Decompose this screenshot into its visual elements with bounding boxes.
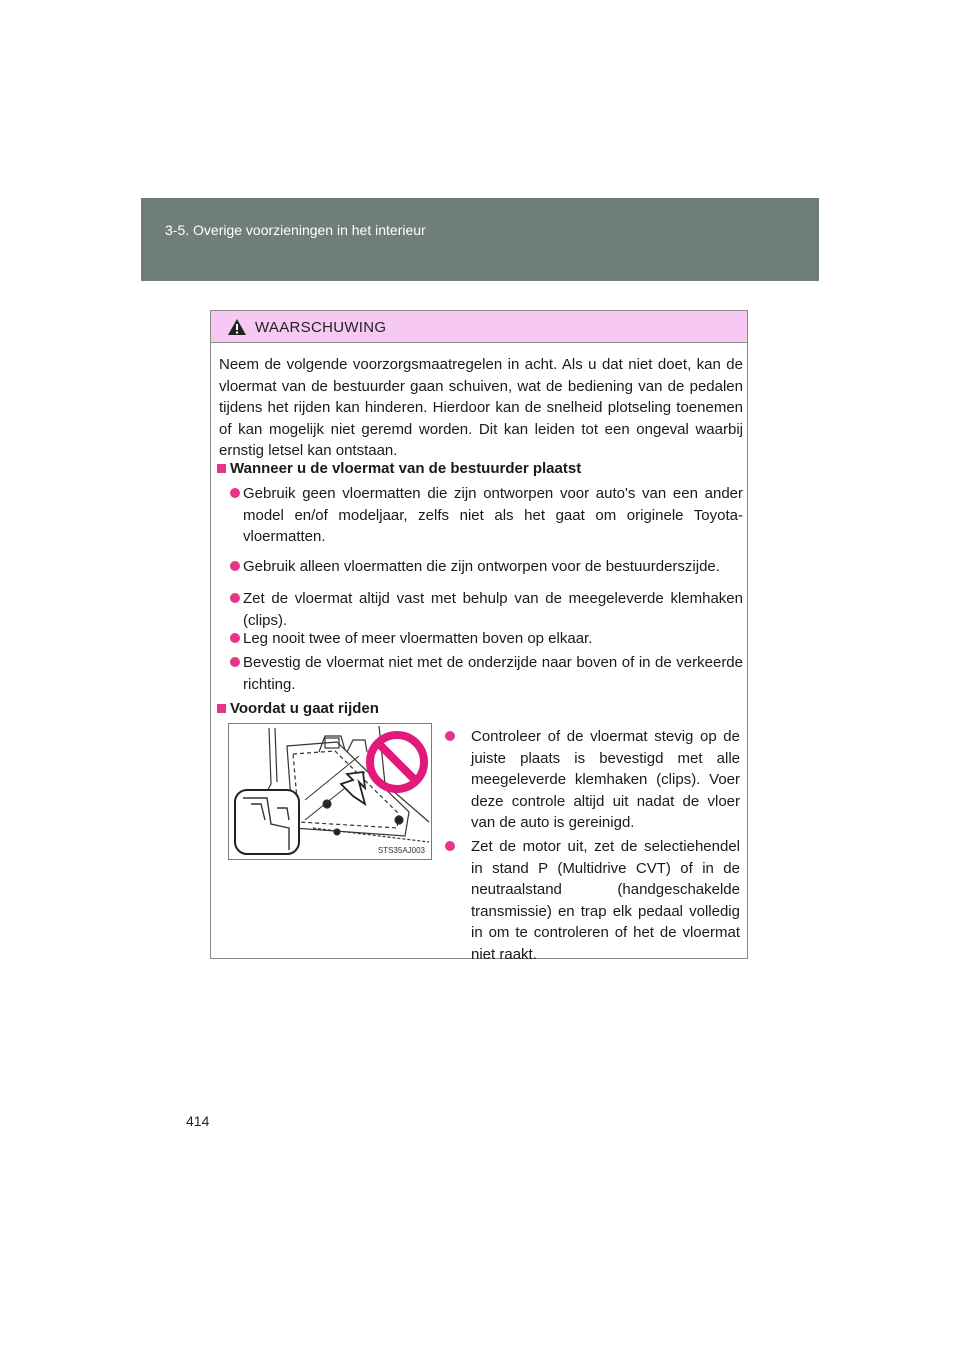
bullet-dot [230, 561, 240, 571]
section-title: 3-5. Overige voorzieningen in het interieur [165, 222, 426, 238]
bullet-text: Gebruik alleen vloermatten die zijn ontworpen voor de bestuurderszijde. [243, 558, 720, 575]
bullet-dot [445, 841, 455, 851]
warning-intro: Neem de volgende voorzorgsmaatregelen in acht. Als u dat niet doet, kan de vloermat van de bestuurder gaan schuiven, wat de bediening van de pedalen tijdens het rijden kan hinderen. Hierdoor kan de snelheid plotseling toenemen of kan mogelijk niet geremd worden. Dit kan leiden tot een ongeval waarbij ernstig letsel kan ontstaan. [219, 356, 743, 459]
warning-title: WAARSCHUWING [255, 319, 387, 336]
floor-mat-illustration [228, 723, 432, 860]
bullet-text: Zet de vloermat altijd vast met behulp van de meegeleverde klemhaken (clips). [243, 590, 743, 629]
bullet-dot [230, 488, 240, 498]
section-heading-placement: Wanneer u de vloermat van de bestuurder plaatst [230, 460, 582, 477]
bullet-text: Leg nooit twee of meer vloermatten boven op elkaar. [243, 630, 593, 647]
bullet-dot [230, 593, 240, 603]
warning-triangle-icon [227, 318, 247, 336]
floor-mat-drawing [229, 724, 431, 859]
section-heading-driving: Voordat u gaat rijden [230, 700, 379, 717]
bullet-text: Controleer of de vloermat stevig op de juiste plaats is bevestigd met alle meegeleverde klemhaken (clips). Voer deze controle altijd uit nadat de vloer van de auto is gereinigd. [471, 728, 740, 831]
bullet-text: Bevestig de vloermat niet met de onderzijde naar boven of in de verkeerde richting. [243, 654, 743, 693]
warning-box [210, 310, 748, 963]
bullet-text: Gebruik geen vloermatten die zijn ontworpen voor auto's van een ander model en/of modeljaar, zelfs niet als het gaat om originele Toyota-vloermatten. [243, 485, 743, 545]
bullet-text: Zet de motor uit, zet de selectiehendel in stand P (Multidrive CVT) of in de neutraalstand (handgeschakelde transmissie) en trap elk pedaal volledig in om te controleren of het de vloermat niet raakt. [471, 838, 740, 963]
figure-code: STS35AJ003 [377, 846, 425, 855]
bullet-dot [445, 731, 455, 741]
section-header-band [141, 198, 819, 281]
bullet-dot [230, 633, 240, 643]
page-number: 414 [186, 1113, 210, 1129]
section-marker [217, 464, 226, 473]
bullet-dot [230, 657, 240, 667]
warning-header [211, 311, 747, 343]
section-marker [217, 704, 226, 713]
